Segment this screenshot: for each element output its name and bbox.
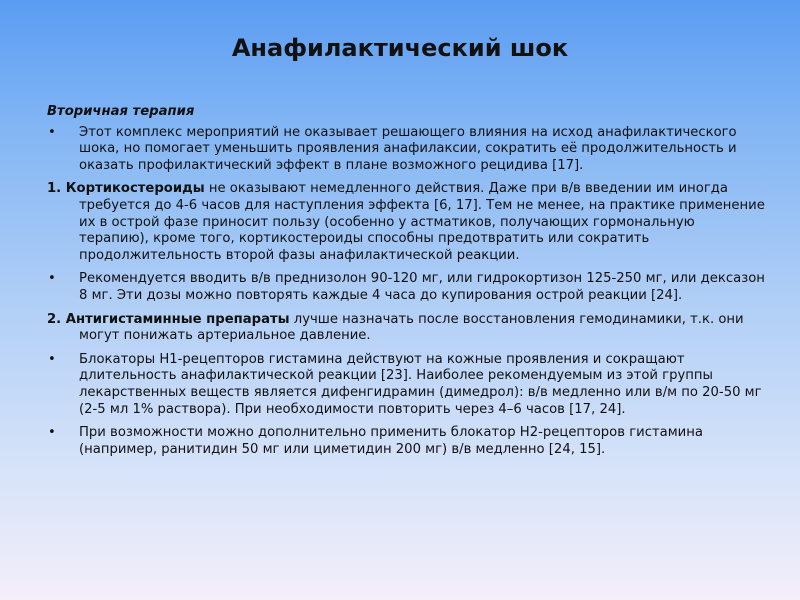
section-subtitle: Вторичная терапия <box>47 104 195 119</box>
bullet-text: Блокаторы Н1-рецепторов гистамина действуют на кожные проявления и сокращают длительность анафилактической реакции [23]. Наиболее рекомендуемым из этой группы лекарственных веществ является дифенгидрамин (димедрол): в/в медленно или в/м по 20-50 мг (2-5 мл 1% раствора). При необходимости повторить через 4–6 часов [17, 24]. <box>79 351 762 417</box>
bullet-marker: • <box>48 124 56 140</box>
numbered-item-text: лучше назначать после восстановления гемодинамики, т.к. они могут понижать артериальное давление. <box>79 311 744 344</box>
bullet-marker: • <box>48 425 56 441</box>
numbered-item <box>47 312 767 345</box>
bullet-marker: • <box>48 271 56 287</box>
bullet-marker: • <box>48 351 56 367</box>
numbered-item <box>47 181 767 264</box>
bullet-item <box>47 125 767 175</box>
numbered-item-heading: 1. Кортикостероиды <box>47 181 205 197</box>
bullet-item <box>47 425 767 458</box>
numbered-item-text: не оказывают немедленного действия. Даже при в/в введении им иногда требуется до 4-6 часов для наступления эффекта [6, 17]. Тем не менее, на практике применение их в острой фазе приносит пользу (особенно у астматиков, получающих гормональную терапию), кроме того, кортикостероиды способны предотвратить или сократить продолжительность второй фазы анафилактической реакции. <box>79 181 765 263</box>
slide-title: Анафилактический шок <box>231 34 569 62</box>
bullet-item <box>47 271 767 304</box>
bullet-text: Этот комплекс мероприятий не оказывает решающего влияния на исход анафилактического шока, но помогает уменьшить проявления анафилаксии, сократить её продолжительность и оказать профилактический эффект в плане возможного рецидива [17]. <box>79 124 737 173</box>
numbered-item-heading: 2. Антигистаминные препараты <box>47 311 290 327</box>
bullet-text: При возможности можно дополнительно применить блокатор Н2-рецепторов гистамина (например, ранитидин 50 мг или циметидин 200 мг) в/в медленно [24, 15]. <box>79 425 703 457</box>
bullet-item <box>47 352 767 418</box>
slide-body <box>47 104 767 465</box>
bullet-text: Рекомендуется вводить в/в преднизолон 90-120 мг, или гидрокортизон 125-250 мг, или дексазон 8 мг. Эти дозы можно повторять каждые 4 часа до купирования острой реакции [24]. <box>79 271 765 303</box>
